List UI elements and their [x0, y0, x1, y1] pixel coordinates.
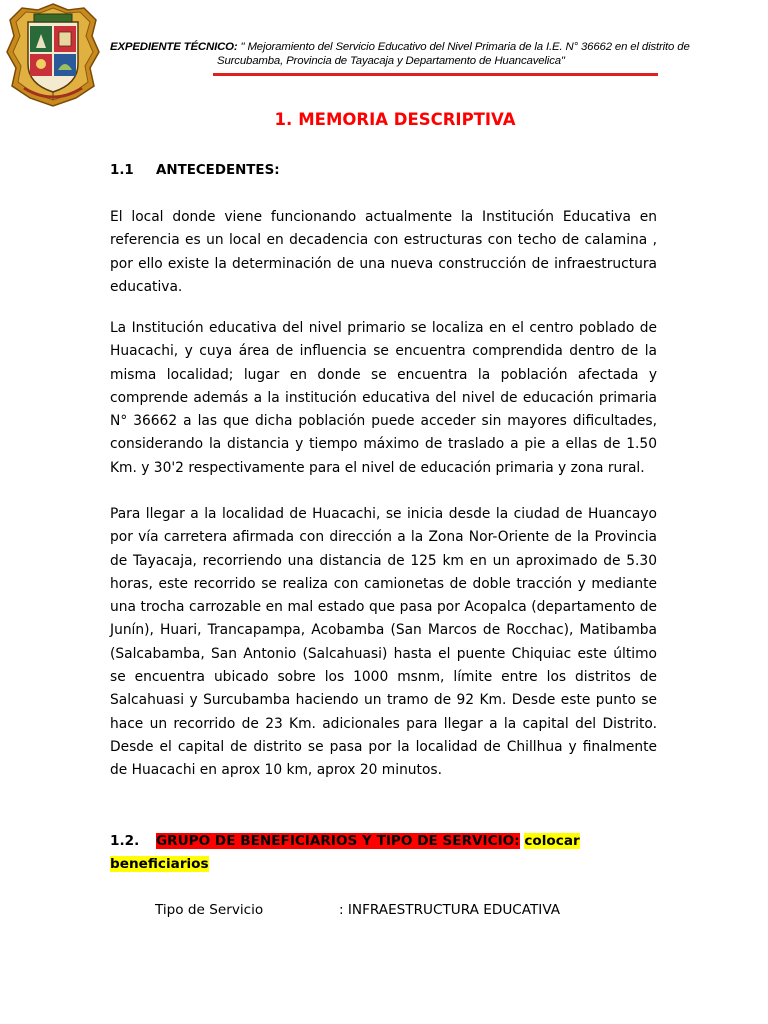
section-heading-antecedentes — [110, 163, 280, 178]
header-divider — [213, 73, 658, 76]
coat-of-arms-logo — [6, 2, 100, 108]
service-type-label: Tipo de Servicio — [155, 902, 264, 918]
header-label: EXPEDIENTE TÉCNICO: — [110, 41, 238, 53]
service-type-row — [155, 902, 560, 918]
section-title-highlighted-red: GRUPO DE BENEFICIARIOS Y TIPO DE SERVICIO: — [156, 833, 520, 849]
header-line-1 — [110, 41, 690, 55]
editor-note-highlighted-yellow-cont: beneficiarios — [110, 856, 209, 873]
title-text: MEMORIA DESCRIPTIVA — [298, 110, 516, 129]
header-project-name: " Mejoramiento del Servicio Educativo del Nivel Primaria de la I.E. N° 36662 en el distrito de — [237, 41, 690, 53]
page-title — [0, 110, 768, 129]
paragraph-antecedentes-1: El local donde viene funcionando actualmente la Institución Educativa en referencia es un local en decadencia con estructuras con techo de calamina , por ello existe la determinación de una nueva construcción de infraestructura educativa. — [110, 209, 657, 295]
section-title: ANTECEDENTES: — [156, 163, 280, 178]
section-heading-beneficiarios — [110, 830, 657, 877]
header-line-2: Surcubamba, Provincia de Tayacaja y Departamento de Huancavelica" — [217, 54, 565, 67]
document-header — [110, 41, 690, 68]
section-number: 1.2. — [110, 833, 140, 849]
paragraph-antecedentes-2: La Institución educativa del nivel primario se localiza en el centro poblado de Huacachi, y cuya área de influencia se encuentra comprendida dentro de la misma localidad; lugar en donde se encuentra la población afectada y comprende además a la institución educativa del nivel de educación primaria N° 36662 a las que dicha población puede acceder sin mayores dificultades, considerando la distancia y tiempo máximo de traslado a pie a ellas de 1.50 Km. y 30'2 respectivamente para el nivel de educación primaria y zona rural. — [110, 320, 657, 476]
service-type-value: : INFRAESTRUCTURA EDUCATIVA — [339, 902, 561, 918]
editor-note-highlighted-yellow: colocar — [524, 833, 580, 849]
title-number: 1. — [274, 110, 293, 129]
section-number: 1.1 — [110, 163, 134, 178]
paragraph-antecedentes-3: Para llegar a la localidad de Huacachi, se inicia desde la ciudad de Huancayo por vía carretera afirmada con dirección a la Zona Nor-Oriente de la Provincia de Tayacaja, recorriendo una distancia de 125 km en un aproximado de 5.30 horas, este recorrido se realiza con camionetas de doble tracción y mediante una trocha carrozable en mal estado que pasa por Acopalca (departamento de Junín), Huari, Trancapampa, Acobamba (San Marcos de Rocchac), Matibamba (Salcabamba, San Antonio (Salcahuasi) hasta el puente Chiquiac este último se encuentra ubicado sobre los 1000 msnm, límite entre los distritos de Salcahuasi y Surcubamba haciendo un tramo de 92 Km. Desde este punto se hace un recorrido de 23 Km. adicionales para llegar a la capital del Distrito. Desde el capital de distrito se pasa por la localidad de Chillhua y finalmente de Huacachi en aprox 10 km, aprox 20 minutos. — [110, 506, 657, 779]
